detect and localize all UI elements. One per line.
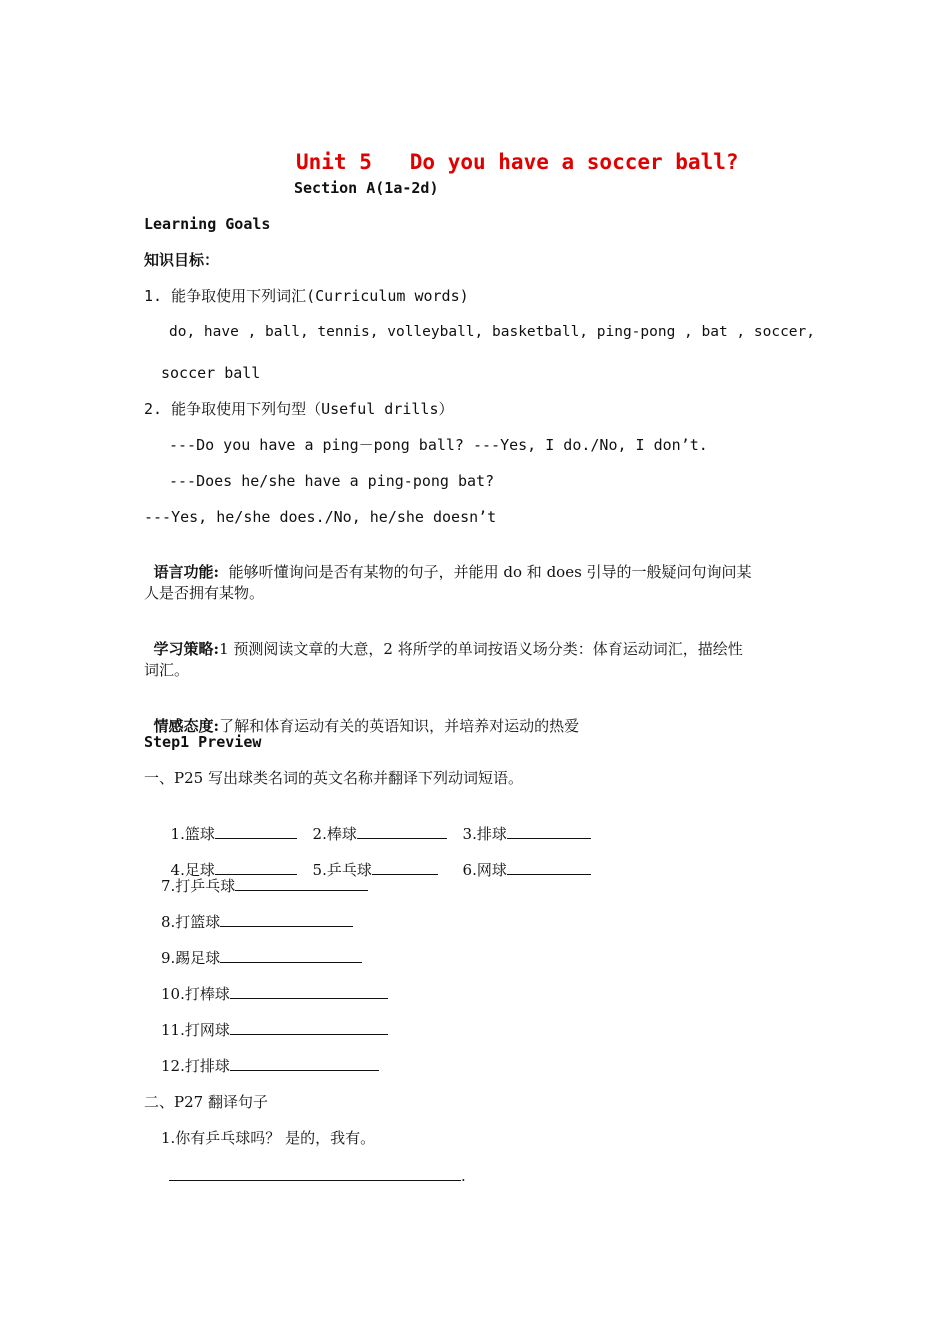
vocab-item: 5.乒乓球 <box>312 861 372 879</box>
answer-blank[interactable] <box>230 1056 379 1071</box>
answer-blank[interactable] <box>230 984 388 999</box>
answer-blank[interactable] <box>372 860 438 875</box>
sentence-1-answer <box>169 1166 466 1186</box>
emotional-attitude-text: 了解和体育运动有关的英语知识，并培养对运动的热爱 <box>219 717 580 735</box>
phrase-label: 10.打棒球 <box>161 985 230 1003</box>
learning-goals-heading: Learning Goals <box>144 215 271 233</box>
part1-title: 一、P25 写出球类名词的英文名称并翻译下列动词短语。 <box>144 769 523 787</box>
goal-item-2: 2. 能争取使用下列句型（Useful drills） <box>144 400 454 418</box>
phrase-10 <box>161 984 388 1004</box>
section-subtitle: Section A(1a-2d) <box>294 179 439 197</box>
phrase-label: 7.打乒乓球 <box>161 877 236 895</box>
emotional-attitude <box>144 696 579 736</box>
vocab-row-1 <box>161 804 591 844</box>
sentence-end-mark: . <box>461 1167 466 1185</box>
vocab-row-2 <box>161 840 591 880</box>
doc-title: Unit 5 Do you have a soccer ball? <box>296 150 739 174</box>
answer-blank[interactable] <box>235 876 368 891</box>
learning-strategy-label: 学习策略: <box>153 640 220 658</box>
part2-title: 二、P27 翻译句子 <box>144 1093 268 1111</box>
answer-blank[interactable] <box>507 824 591 839</box>
phrase-label: 8.打篮球 <box>161 913 221 931</box>
phrase-label: 9.踢足球 <box>161 949 221 967</box>
phrase-11 <box>161 1020 388 1040</box>
language-function-label: 语言功能: <box>153 563 220 581</box>
learning-strategy <box>144 619 743 659</box>
answer-blank[interactable] <box>230 1020 388 1035</box>
vocab-item: 2.棒球 <box>312 825 357 843</box>
language-function-text: 能够听懂询问是否有某物的句子，并能用 do 和 does 引导的一般疑问句询问某 <box>219 563 752 581</box>
vocabulary-line-2: soccer ball <box>161 364 261 382</box>
vocab-item: 6.网球 <box>462 861 507 879</box>
answer-blank[interactable] <box>220 912 353 927</box>
goal-item-1: 1. 能争取使用下列词汇(Curriculum words) <box>144 287 469 305</box>
answer-blank[interactable] <box>215 824 297 839</box>
phrase-9 <box>161 948 362 968</box>
knowledge-goals-label: 知识目标： <box>144 251 220 269</box>
drill-3: ---Yes, he/she does./No, he/she doesn’t <box>144 508 497 526</box>
language-function <box>144 542 752 582</box>
vocab-item: 4.足球 <box>170 861 215 879</box>
phrase-label: 11.打网球 <box>161 1021 230 1039</box>
drill-1: ---Do you have a ping－pong ball? ---Yes, I do./No, I don’t. <box>169 436 708 454</box>
vocabulary-line-1: do, have , ball, tennis, volleyball, basketball, ping-pong , bat , soccer, <box>169 324 816 340</box>
phrase-12 <box>161 1056 379 1076</box>
answer-blank[interactable] <box>507 860 591 875</box>
emotional-attitude-label: 情感态度: <box>153 717 220 735</box>
language-function-cont: 人是否拥有某物。 <box>144 584 265 602</box>
vocab-item: 3.排球 <box>462 825 507 843</box>
answer-blank[interactable] <box>357 824 447 839</box>
drill-2: ---Does he/she have a ping-pong bat? <box>169 472 495 490</box>
sentence-1: 1.你有乒乓球吗？ 是的，我有。 <box>161 1129 376 1147</box>
phrase-7 <box>161 876 368 896</box>
phrase-8 <box>161 912 353 932</box>
learning-strategy-text: 1 预测阅读文章的大意，2 将所学的单词按语义场分类：体育运动词汇，描绘性 <box>219 640 743 658</box>
learning-strategy-cont: 词汇。 <box>144 661 190 679</box>
answer-blank[interactable] <box>169 1166 461 1181</box>
phrase-label: 12.打排球 <box>161 1057 230 1075</box>
vocab-item: 1.篮球 <box>170 825 215 843</box>
answer-blank[interactable] <box>215 860 297 875</box>
step1-heading: Step1 Preview <box>144 733 262 751</box>
answer-blank[interactable] <box>220 948 362 963</box>
